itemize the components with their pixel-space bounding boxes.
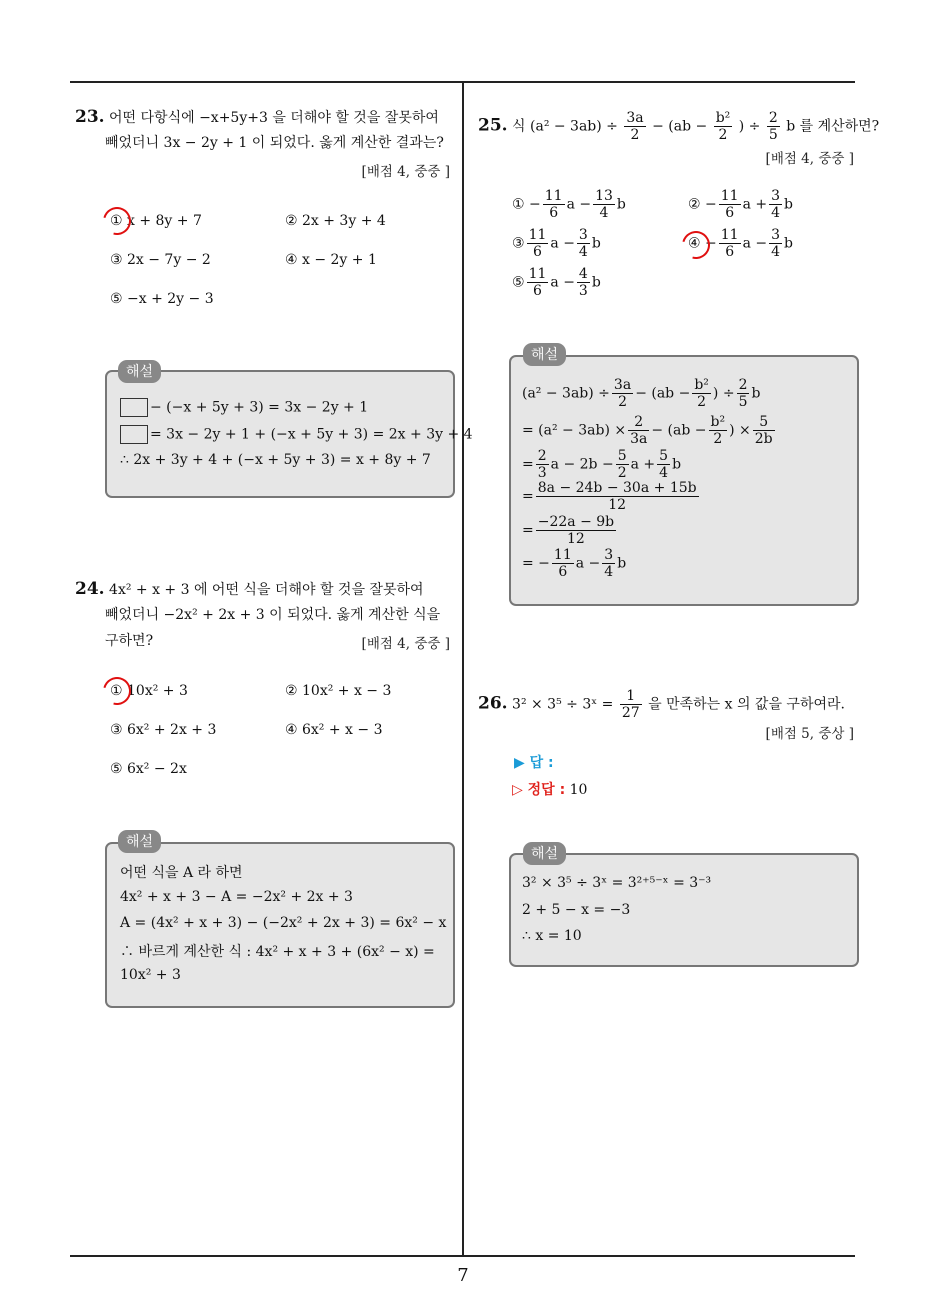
fraction: $\frac{1}{27}$	[621, 688, 640, 722]
page-number: 7	[457, 1265, 469, 1286]
q23-choice-3[interactable]: ③ 2x − 7y − 2	[110, 252, 211, 268]
q23-choice-5[interactable]: ⑤ −x + 2y − 3	[110, 291, 214, 307]
q23-choice-4[interactable]: ④ x − 2y + 1	[285, 252, 377, 268]
fraction: $\frac{3a}{2}$	[626, 110, 644, 144]
q26-correct-answer	[512, 779, 587, 799]
q25-choice-5[interactable]: ⑤ $\frac{11}{6}$ a − $\frac{4}{3}$ b	[512, 266, 601, 300]
q25-number: 25.	[478, 115, 508, 136]
q25-sol-line4: = $\frac{8a - 24b - 30a + 15b}{12}$	[522, 480, 697, 514]
q24-line3: 구하면?	[105, 633, 154, 649]
q24-sol-line5: 10x² + 3	[120, 967, 181, 983]
q25-sol-line2: = (a² − 3ab) × $\frac{2}{3a}$ − (ab − $\frac{\text{b²}}{2}$ ) × $\frac{5}{2b}$	[522, 414, 773, 448]
q25-choice-3[interactable]: ③ $\frac{11}{6}$ a − $\frac{3}{4}$ b	[512, 227, 601, 261]
q25-sol-line1: (a² − 3ab) ÷ $\frac{3a}{2}$ − (ab − $\frac{\text{b²}}{2}$ ) ÷ $\frac{2}{5}$ b	[522, 377, 761, 411]
q24-question	[75, 576, 424, 603]
q25-choice-4[interactable]: ④ − $\frac{11}{6}$ a − $\frac{3}{4}$ b	[688, 227, 793, 261]
q25-sol-line3: = $\frac{2}{3}$ a − 2b − $\frac{5}{2}$ a + $\frac{5}{4}$ b	[522, 448, 682, 482]
q23-answer-mark-icon	[98, 202, 136, 240]
q25-solution-tag: 해설	[523, 343, 566, 366]
q24-score: [배점 4, 중중 ]	[361, 636, 450, 652]
q23-solution-tag: 해설	[118, 360, 161, 383]
fraction: $\frac{2}{5}$	[768, 110, 778, 144]
q25-sol-line5: = $\frac{-22a - 9b}{12}$	[522, 514, 615, 548]
q26-sol-line1: 3² × 3⁵ ÷ 3ˣ = 3²⁺⁵⁻ˣ = 3⁻³	[522, 875, 712, 891]
q23-line1: 어떤 다항식에 −x+5y+3 을 더해야 할 것을 잘못하여	[109, 110, 439, 126]
q24-choice-4[interactable]: ④ 6x² + x − 3	[285, 722, 383, 738]
q24-sol-line3: A = (4x² + x + 3) − (−2x² + 2x + 3) = 6x² − x	[120, 915, 447, 931]
q24-sol-line4: ∴ 바르게 계산한 식 : 4x² + x + 3 + (6x² − x) =	[120, 944, 435, 960]
q25-choice-1[interactable]: ① − $\frac{11}{6}$ a − $\frac{13}{4}$ b	[512, 188, 626, 222]
q23-sol-line3: ∴ 2x + 3y + 4 + (−x + 5y + 3) = x + 8y + 7	[120, 452, 431, 468]
correct-answer-value: 10	[569, 782, 588, 798]
q26-score: [배점 5, 중상 ]	[765, 726, 854, 742]
q23-line2: 빼었더니 3x − 2y + 1 이 되었다. 옳게 계산한 결과는?	[105, 135, 444, 151]
blank-box	[120, 398, 148, 417]
q26-question: 26. 3² × 3⁵ ÷ 3ˣ = $\frac{1}{27}$ 을 만족하는 x 의 값을 구하여라.	[478, 688, 845, 722]
q25-score: [배점 4, 중중 ]	[765, 151, 854, 167]
q23-sol-line2: = 3x − 2y + 1 + (−x + 5y + 3) = 2x + 3y + 4	[120, 425, 473, 444]
q23-score: [배점 4, 중중 ]	[361, 164, 450, 180]
q25-choice-2[interactable]: ② − $\frac{11}{6}$ a + $\frac{3}{4}$ b	[688, 188, 793, 222]
q25-question: 25. 식 (a² − 3ab) ÷ $\frac{3a}{2}$ − (ab − $\frac{\text{b²}}{2}$ ) ÷ $\frac{2}{5}$ b 를 계산하면?	[478, 110, 880, 144]
q26-answer-label: ▶ 답 :	[514, 755, 554, 771]
fraction: $\frac{\text{b²}}{2}$	[715, 110, 731, 144]
q24-answer-mark-icon	[98, 672, 136, 710]
q23-choice-2[interactable]: ② 2x + 3y + 4	[285, 213, 386, 229]
q23-sol-line1: − (−x + 5y + 3) = 3x − 2y + 1	[120, 398, 368, 417]
q23-choice-1[interactable]: ① x + 8y + 7	[110, 213, 202, 229]
q24-solution-tag: 해설	[118, 830, 161, 853]
q26-solution-tag: 해설	[523, 842, 566, 865]
correct-answer-label: ▷ 정답 :	[512, 782, 566, 798]
column-divider	[462, 81, 464, 1256]
q23-number: 23.	[75, 107, 105, 127]
q24-choice-1[interactable]: ① 10x² + 3	[110, 683, 188, 699]
q24-line1: 4x² + x + 3 에 어떤 식을 더해야 할 것을 잘못하여	[109, 582, 424, 598]
q26-number: 26.	[478, 693, 508, 714]
bottom-rule	[70, 1255, 855, 1257]
q24-number: 24.	[75, 579, 105, 599]
q26-sol-line3: ∴ x = 10	[522, 928, 582, 944]
q24-sol-line2: 4x² + x + 3 − A = −2x² + 2x + 3	[120, 889, 353, 905]
q24-choice-3[interactable]: ③ 6x² + 2x + 3	[110, 722, 217, 738]
q24-choice-2[interactable]: ② 10x² + x − 3	[285, 683, 392, 699]
q24-line2: 빼었더니 −2x² + 2x + 3 이 되었다. 옳게 계산한 식을	[105, 607, 441, 623]
q24-choice-5[interactable]: ⑤ 6x² − 2x	[110, 761, 187, 777]
blank-box	[120, 425, 148, 444]
q25-sol-line6: = − $\frac{11}{6}$ a − $\frac{3}{4}$ b	[522, 547, 627, 581]
q26-sol-line2: 2 + 5 − x = −3	[522, 902, 631, 918]
q24-sol-line1: 어떤 식을 A 라 하면	[120, 865, 243, 881]
q23-question	[75, 104, 439, 131]
